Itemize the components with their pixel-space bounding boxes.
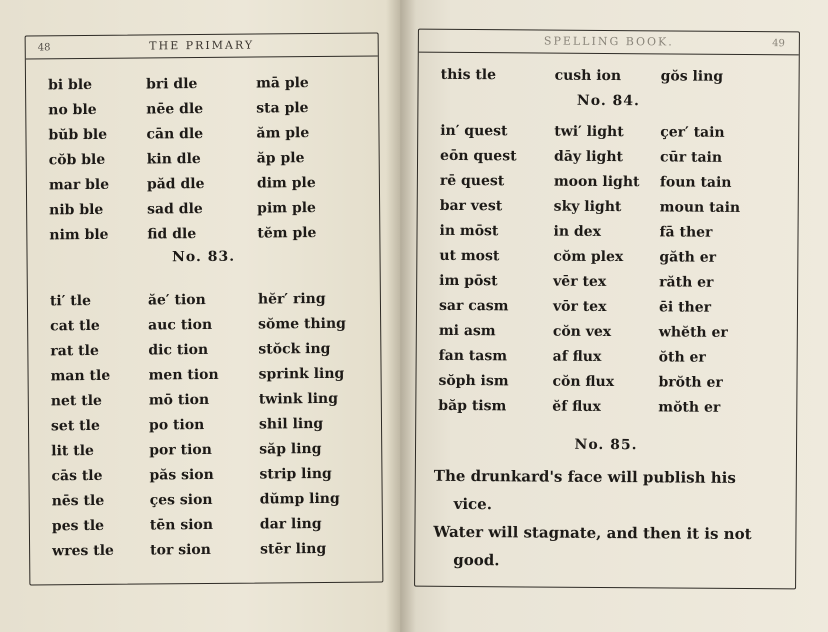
- word-row: [418, 193, 798, 221]
- syllable-word: sŏph ism: [438, 372, 509, 389]
- reading-sentences: [433, 462, 780, 576]
- syllable-word: ti′ tle: [49, 292, 92, 309]
- syllable-word: tēn sion: [149, 516, 214, 533]
- syllable-word: fan tasm: [438, 347, 508, 364]
- syllable-word: foun tain: [659, 173, 732, 191]
- syllable-word: nēs tle: [51, 492, 105, 509]
- word-row: [27, 144, 379, 172]
- syllable-word: twink ling: [258, 390, 339, 408]
- syllable-word: ŏth er: [658, 348, 706, 366]
- syllable-word: ĕf flux: [552, 398, 601, 415]
- syllable-word: in mōst: [439, 222, 499, 239]
- syllable-word: shil ling: [258, 415, 324, 433]
- syllable-word: in dex: [553, 223, 602, 240]
- syllable-word: twi′ light: [554, 123, 624, 140]
- syllable-word: cŏm plex: [553, 248, 624, 265]
- syllable-word: af flux: [552, 348, 602, 365]
- word-row: [417, 343, 797, 371]
- left-header-rule: [26, 55, 378, 59]
- syllable-word: man tle: [50, 367, 111, 384]
- syllable-word: nib ble: [49, 201, 104, 218]
- word-row: [28, 360, 380, 388]
- syllable-word: cūr tain: [660, 148, 723, 166]
- syllable-word: no ble: [48, 101, 97, 118]
- syllable-word: po tion: [148, 416, 205, 433]
- word-row: [27, 219, 379, 247]
- word-row: [27, 194, 379, 222]
- syllable-word: dim ple: [256, 174, 316, 192]
- word-row: [417, 218, 797, 246]
- syllable-word: net tle: [50, 392, 102, 409]
- syllable-word: ăe′ tion: [147, 291, 206, 308]
- syllable-word: in′ quest: [440, 122, 508, 139]
- syllable-word: strip ling: [259, 465, 332, 483]
- syllable-word: bar vest: [439, 197, 503, 214]
- syllable-word: cush ion: [554, 67, 622, 84]
- word-row: [30, 535, 382, 563]
- syllable-word: moon light: [553, 173, 640, 190]
- syllable-word: lit tle: [51, 442, 94, 459]
- word-row: [417, 243, 797, 271]
- right-page-header: SPELLING BOOK.: [543, 34, 674, 49]
- syllable-word: păs sion: [149, 466, 214, 483]
- word-row: [417, 318, 797, 346]
- syllable-word: cās tle: [51, 467, 103, 484]
- word-row: [29, 435, 381, 463]
- syllable-word: dāy light: [554, 148, 624, 165]
- word-row: [28, 310, 380, 338]
- syllable-word: tor sion: [150, 541, 211, 558]
- syllable-word: dic tion: [148, 341, 209, 358]
- syllable-word: sta ple: [256, 99, 309, 117]
- syllable-word: sŏme thing: [258, 315, 346, 333]
- syllable-word: vōr tex: [552, 298, 607, 315]
- syllable-word: rē quest: [439, 172, 505, 189]
- syllable-word: mar ble: [48, 176, 110, 193]
- right-word-table: [416, 118, 798, 421]
- syllable-word: pim ple: [257, 199, 317, 217]
- right-header-rule: [419, 52, 799, 56]
- syllable-word: rat tle: [50, 342, 99, 359]
- syllable-word: stŏck ing: [258, 340, 331, 358]
- syllable-word: stēr ling: [260, 540, 327, 558]
- word-row: [418, 143, 798, 171]
- left-page-header: THE PRIMARY: [149, 38, 255, 53]
- left-page-number: 48: [37, 42, 51, 54]
- syllable-word: vēr tex: [553, 273, 607, 290]
- syllable-word: săp ling: [259, 440, 322, 458]
- syllable-word: bri dle: [145, 75, 198, 92]
- syllable-word: dŭmp ling: [259, 490, 340, 508]
- word-row: [29, 410, 381, 438]
- syllable-word: sprink ling: [258, 365, 345, 383]
- syllable-word: hĕr′ ring: [257, 290, 326, 308]
- word-row: [26, 119, 378, 147]
- word-row: [419, 62, 799, 90]
- syllable-word: cat tle: [50, 317, 100, 334]
- word-row: [27, 169, 379, 197]
- syllable-word: mi asm: [438, 322, 496, 339]
- right-top-row: [419, 62, 799, 90]
- syllable-word: răth er: [659, 273, 714, 291]
- syllable-word: auc tion: [148, 316, 213, 333]
- right-page-number: 49: [772, 38, 785, 50]
- syllable-word: moun tain: [659, 198, 741, 216]
- syllable-word: mā ple: [255, 74, 309, 92]
- word-row: [26, 94, 378, 122]
- sentence-2-line-1: Water will stagnate, and then it is not: [433, 522, 752, 544]
- word-row: [416, 368, 796, 396]
- syllable-word: wres tle: [52, 542, 114, 559]
- syllable-word: kin dle: [146, 150, 201, 167]
- word-row: [417, 293, 797, 321]
- syllable-word: dar ling: [259, 515, 322, 533]
- word-row: [30, 510, 382, 538]
- syllable-word: ăm ple: [256, 124, 310, 142]
- syllable-word: por tion: [149, 441, 212, 458]
- syllable-word: brŏth er: [658, 373, 723, 391]
- syllable-word: mŏth er: [658, 398, 721, 416]
- word-row: [416, 393, 796, 421]
- sentence-2-line-2: good.: [453, 550, 500, 570]
- syllable-word: nēe dle: [146, 100, 204, 117]
- sentence-1-line-2: vice.: [453, 494, 493, 514]
- word-row: [417, 268, 797, 296]
- syllable-word: cān dle: [146, 125, 204, 142]
- syllable-word: whĕth er: [658, 323, 728, 341]
- lesson-heading-85: No. 85.: [574, 436, 638, 454]
- syllable-word: găth er: [659, 248, 717, 266]
- sentence-1-line-1: The drunkard's face will publish his: [433, 466, 736, 487]
- syllable-word: fā ther: [659, 223, 713, 241]
- word-row: [418, 168, 798, 196]
- left-page-frame: [25, 32, 384, 585]
- syllable-word: cŏn flux: [552, 373, 615, 390]
- syllable-word: pes tle: [51, 517, 105, 534]
- syllable-word: mō tion: [148, 391, 210, 408]
- syllable-word: sar casm: [438, 297, 509, 314]
- syllable-word: sky light: [553, 198, 622, 215]
- syllable-word: ăp ple: [256, 149, 305, 167]
- lesson-heading-84: No. 84.: [576, 92, 641, 110]
- syllable-word: men tion: [148, 366, 219, 383]
- syllable-word: this tle: [440, 66, 497, 83]
- word-row: [418, 118, 798, 146]
- syllable-word: băp tism: [438, 397, 507, 414]
- syllable-word: păd dle: [146, 175, 205, 192]
- word-row: [28, 335, 380, 363]
- word-row: [30, 485, 382, 513]
- syllable-word: gŏs ling: [660, 67, 724, 85]
- syllable-word: nim ble: [49, 226, 109, 243]
- syllable-word: çes sion: [149, 491, 213, 508]
- syllable-word: bi ble: [47, 76, 93, 93]
- syllable-word: ēi ther: [658, 298, 712, 316]
- syllable-word: tĕm ple: [257, 224, 317, 242]
- word-row: [28, 285, 380, 313]
- word-row: [26, 69, 378, 97]
- syllable-word: cŏn vex: [552, 323, 612, 340]
- syllable-word: cŏb ble: [48, 151, 106, 168]
- book-gutter: [386, 0, 416, 632]
- syllable-word: çer′ tain: [660, 123, 725, 141]
- word-row: [29, 385, 381, 413]
- right-page-frame: [414, 29, 800, 590]
- lesson-heading-83: No. 83.: [171, 248, 236, 266]
- syllable-word: ut most: [439, 247, 500, 264]
- syllable-word: im pōst: [439, 272, 498, 289]
- syllable-word: eōn quest: [440, 147, 517, 164]
- syllable-word: fid dle: [147, 225, 197, 242]
- word-row: [29, 460, 381, 488]
- syllable-word: bŭb ble: [48, 126, 108, 143]
- left-word-table-1: [26, 69, 380, 247]
- syllable-word: set tle: [50, 417, 100, 434]
- syllable-word: sad dle: [147, 200, 203, 217]
- left-word-table-2: [28, 285, 382, 563]
